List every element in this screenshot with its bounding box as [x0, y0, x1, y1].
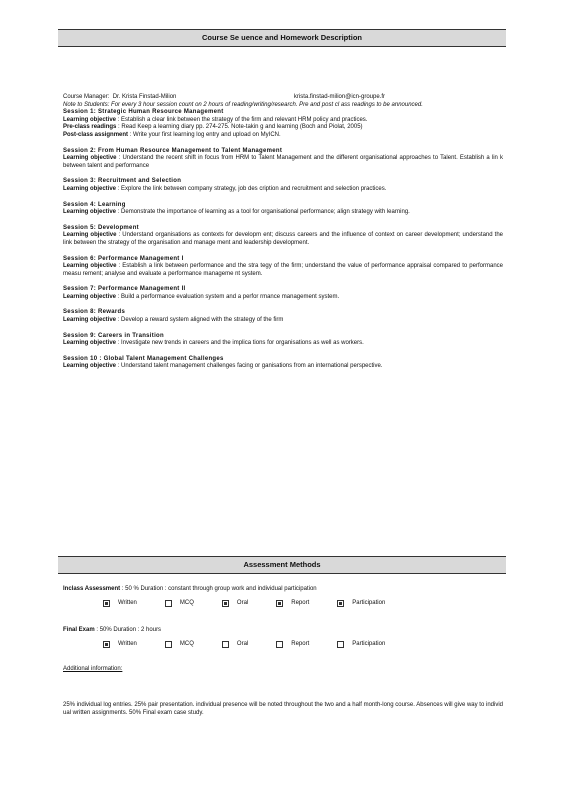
checkbox-icon[interactable] — [276, 641, 283, 648]
inclass-options — [103, 600, 503, 608]
session-block — [63, 109, 503, 139]
sessions-list — [63, 109, 503, 371]
session-line-text: : Establish a link between performance and the stra tegy of the firm; understand the value of performance appraisal compared to performance measu rement; analyse and evaluate a performance manageme nt system. — [63, 263, 503, 277]
checkbox-icon[interactable] — [165, 600, 172, 607]
checkbox-icon[interactable] — [337, 641, 344, 648]
note-to-students: Note to Students: For every 3 hour session count on 2 hours of reading/writing/research. Pre and post cl ass readings to be announced. — [63, 101, 423, 108]
session-block — [63, 202, 503, 217]
session-block — [63, 256, 503, 279]
option-label: Report — [291, 640, 310, 647]
option-label: Written — [118, 640, 137, 647]
session-line-text: : Read Keep a learning diary pp. 274-275. Note-takin g and learning (Boch and Piolat, 2005) — [118, 124, 363, 131]
option-label: Oral — [236, 599, 249, 606]
assessment-content — [63, 580, 503, 723]
session-block — [63, 356, 503, 371]
inclass-assessment-line — [63, 586, 503, 594]
session-line-label: Learning objective — [63, 340, 117, 347]
option-label: Written — [118, 599, 137, 606]
session-title: Session 8: Rewards — [63, 309, 126, 316]
final-exam-line — [63, 627, 503, 635]
session-line — [63, 186, 503, 194]
option-written[interactable] — [103, 600, 137, 608]
additional-information-label: Additional information: — [63, 666, 123, 673]
session-line-label: Learning objective — [63, 116, 117, 123]
course-manager-label: Course Manager: — [63, 94, 110, 100]
session-line-text: : Understand organisations as contexts for developm ent; discuss careers and the influence of context on career development; understand the link between the strategy of the organisation and manage ment and leadership development. — [63, 232, 504, 246]
checkbox-icon[interactable] — [103, 600, 110, 607]
session-title: Session 10 : Global Talent Management Challenges — [63, 355, 224, 362]
session-block — [63, 309, 503, 324]
option-label: Report — [291, 599, 310, 606]
session-line — [63, 209, 503, 217]
session-line — [63, 124, 503, 132]
session-line-label: Pre-class readings — [63, 124, 117, 131]
session-block — [63, 148, 503, 171]
session-title: Session 7: Performance Management II — [63, 286, 186, 293]
session-line-label: Post-class assignment — [63, 131, 129, 138]
session-line-text: : Develop a reward system aligned with the strategy of the firm — [117, 317, 284, 324]
session-line — [63, 155, 503, 170]
additional-information-text: 25% individual log entries. 25% pair presentation. individual presence will be noted throughout the two and a half month-long course. Absences will give way to individ ual written assignments. 50% Final exam case study. — [63, 701, 503, 716]
checkbox-icon[interactable] — [222, 641, 229, 648]
checkbox-icon[interactable] — [103, 641, 110, 648]
final-exam-text: : 50% Duration : 2 hours — [96, 627, 162, 634]
option-written[interactable] — [103, 641, 137, 649]
session-title: Session 1: Strategic Human Resource Management — [63, 109, 224, 116]
course-manager-email: krista.finstad-milion@icn-groupe.fr — [293, 94, 385, 100]
session-title: Session 6: Performance Management I — [63, 255, 184, 262]
session-line-label: Learning objective — [63, 317, 117, 324]
option-oral[interactable] — [222, 641, 248, 649]
session-line — [63, 340, 503, 348]
option-label: Participation — [352, 640, 386, 647]
session-line-text: : Understand talent management challenges facing or ganisations from an international perspective. — [117, 363, 383, 370]
session-line — [63, 117, 503, 125]
session-line-label: Learning objective — [63, 293, 117, 300]
session-line — [63, 317, 503, 325]
session-title: Session 9: Careers in Transition — [63, 332, 164, 339]
session-title: Session 4: Learning — [63, 201, 126, 208]
session-line-label: Learning objective — [63, 209, 117, 216]
session-line — [63, 294, 503, 302]
option-report[interactable] — [276, 641, 309, 649]
inclass-assessment-label: Inclass Assessment — [63, 586, 121, 592]
session-line — [63, 263, 503, 278]
session-block — [63, 333, 503, 348]
session-line-label: Learning objective — [63, 363, 117, 370]
option-mcq[interactable] — [165, 641, 194, 649]
session-line-text: : Demonstrate the importance of learning as a tool for organisational performance; align strategy with learning. — [117, 209, 410, 216]
session-block — [63, 225, 503, 248]
checkbox-icon[interactable] — [337, 600, 344, 607]
option-oral[interactable] — [222, 600, 248, 608]
session-line-text: : Explore the link between company strategy, job des cription and recruitment and selection practices. — [117, 185, 387, 192]
course-manager-name: Dr. Krista Finstad-Milion — [112, 94, 177, 100]
course-manager-line — [63, 94, 503, 102]
assessment-methods-header: Assessment Methods — [58, 556, 506, 574]
option-label: MCQ — [179, 599, 194, 606]
session-line-text: : Investigate new trends in careers and the implica tions for organisations as well as workers. — [117, 340, 364, 347]
session-block — [63, 178, 503, 193]
session-line-label: Learning objective — [63, 263, 117, 270]
option-label: Participation — [352, 599, 386, 606]
session-line-label: Learning objective — [63, 232, 117, 239]
session-line-text: : Establish a clear link between the strategy of the firm and relevant HRM policy and practices. — [117, 116, 368, 123]
session-line — [63, 232, 503, 247]
course-sequence-header: Course Se uence and Homework Description — [58, 29, 506, 47]
option-mcq[interactable] — [165, 600, 194, 608]
option-label: Oral — [236, 640, 249, 647]
session-line-text: : Understand the recent shift in focus from HRM to Talent Management and the different organisational approaches to Talent. Establish a lin k between talent and performance — [63, 155, 504, 169]
inclass-assessment-text: : 50 % Duration : constant through group work and individual participation — [121, 586, 317, 592]
checkbox-icon[interactable] — [276, 600, 283, 607]
session-line-label: Learning objective — [63, 185, 117, 192]
checkbox-icon[interactable] — [165, 641, 172, 648]
session-line-text: : Build a performance evaluation system and a perfor rmance management system. — [117, 293, 340, 300]
course-content — [63, 94, 503, 371]
option-label: MCQ — [179, 640, 194, 647]
option-report[interactable] — [276, 600, 309, 608]
session-line — [63, 132, 503, 140]
session-title: Session 3: Recruitment and Selection — [63, 178, 182, 185]
session-line-label: Learning objective — [63, 155, 117, 162]
session-title: Session 2: From Human Resource Management to Talent Management — [63, 147, 283, 154]
checkbox-icon[interactable] — [222, 600, 229, 607]
option-participation[interactable] — [337, 600, 385, 608]
session-title: Session 5: Development — [63, 224, 139, 231]
session-line — [63, 363, 503, 371]
final-exam-options — [103, 641, 503, 649]
option-participation[interactable] — [337, 641, 385, 649]
session-block — [63, 286, 503, 301]
final-exam-label: Final Exam — [63, 627, 95, 634]
session-line-text: : Write your first learning log entry and upload on MyICN. — [129, 131, 281, 138]
